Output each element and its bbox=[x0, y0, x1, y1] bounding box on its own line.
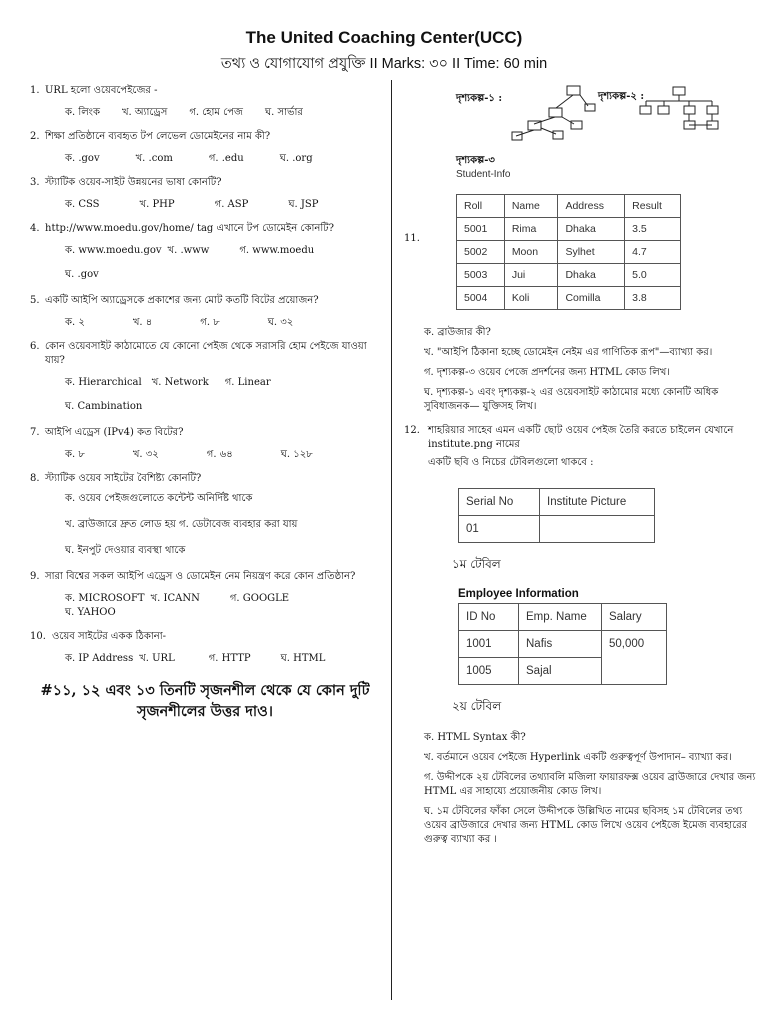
table-row bbox=[457, 287, 681, 310]
table-cell: 5004 bbox=[457, 287, 505, 310]
table-title: Employee Information bbox=[458, 588, 579, 600]
question-4 bbox=[30, 222, 380, 282]
page-subtitle: তথ্য ও যোগাযোগ প্রযুক্তি II Marks: ৩০ II Time: 60 min bbox=[220, 56, 548, 72]
option: ঘ. সার্ভার bbox=[264, 107, 303, 118]
table-cell: Sajal bbox=[519, 658, 602, 685]
options bbox=[65, 152, 380, 166]
question-text: ওয়েব সাইটের একক ঠিকানা- bbox=[52, 631, 166, 642]
scenario-2-label: দৃশ্যকল্প-২ : bbox=[598, 91, 645, 102]
option: গ. GOOGLE bbox=[229, 593, 290, 604]
option: ক. ওয়েব পেইজগুলোতে কন্টেন্ট অনির্দিষ্ট থাকে bbox=[65, 493, 253, 504]
question-11 bbox=[404, 154, 758, 414]
option: ঘ. JSP bbox=[288, 199, 319, 210]
option: খ. PHP bbox=[139, 199, 175, 210]
question-text: একটি ছবি ও নিচের টেবিলগুলো থাকবে : bbox=[428, 457, 594, 468]
table-header-row bbox=[459, 489, 655, 516]
table-cell: Rima bbox=[504, 218, 558, 241]
option: গ. HTTP bbox=[208, 653, 251, 664]
question-number: 12. bbox=[404, 425, 420, 436]
options bbox=[65, 316, 380, 330]
table-cell: 3.8 bbox=[625, 287, 681, 310]
table-label: ১ম টেবিল bbox=[452, 557, 501, 571]
option: খ. ৪ bbox=[132, 317, 153, 328]
option: গ. .edu bbox=[208, 153, 244, 164]
table-header-row bbox=[459, 604, 667, 631]
scenario-3-label: দৃশ্যকল্প-৩ bbox=[456, 155, 495, 166]
column-header: Salary bbox=[602, 604, 667, 631]
option: ক. .gov bbox=[65, 153, 100, 164]
question-text: আইপি এড্রেস (IPv4) কত বিটের? bbox=[45, 427, 184, 438]
sub-question: ক. HTML Syntax কী? bbox=[424, 732, 526, 743]
question-number: 8. bbox=[30, 473, 40, 484]
question-text: কোন ওয়েবসাইট কাঠামোতে যে কোনো পেইজ থেকে সরাসরি হোম পেইজে যাওয়া যায়? bbox=[45, 341, 367, 366]
table-cell: 50,000 bbox=[602, 631, 667, 685]
options bbox=[65, 106, 380, 120]
page-header bbox=[0, 28, 768, 77]
table-cell: Comilla bbox=[558, 287, 625, 310]
page-title: The United Coaching Center(UCC) bbox=[245, 28, 523, 47]
option: ক. www.moedu.gov bbox=[65, 245, 162, 256]
option: খ. URL bbox=[139, 653, 175, 664]
option: খ. .com bbox=[135, 153, 173, 164]
question-text: স্ট্যাটিক ওয়েব-সাইট উন্নয়নের ভাষা কোনটি? bbox=[45, 177, 222, 188]
question-text: http://www.moedu.gov/home/ tag এখানে টপ ডোমেইন কোনটি? bbox=[45, 223, 334, 234]
table-row bbox=[457, 264, 681, 287]
question-text: শিক্ষা প্রতিষ্ঠানে ব্যবহৃত টপ লেভেল ডোমেইনের নাম কী? bbox=[45, 131, 271, 142]
sub-question: গ. উদ্দীপকে ২য় টেবিলের তথ্যাবলি মজিলা ফায়ারফক্স ওয়েব ব্রাউজারে দেখার জন্য HTML এর সাহায্যে প্রয়োজনীয় কোড লিখ। bbox=[424, 772, 756, 797]
table-label: ২য় টেবিল bbox=[452, 699, 502, 713]
options bbox=[65, 198, 380, 212]
table-cell: Dhaka bbox=[558, 218, 625, 241]
column-header: Serial No bbox=[459, 489, 540, 516]
table-cell: 1001 bbox=[459, 631, 519, 658]
option: ঘ. .org bbox=[279, 153, 313, 164]
question-5 bbox=[30, 294, 380, 330]
table-cell: 5.0 bbox=[625, 264, 681, 287]
table-row bbox=[459, 516, 655, 543]
column-header: Name bbox=[504, 195, 558, 218]
option: গ. ৮ bbox=[200, 317, 220, 328]
column-header: Institute Picture bbox=[540, 489, 655, 516]
sub-question: গ. দৃশ্যকল্প-৩ ওয়েব পেজে প্রদর্শনের জন্য HTML কোড লিখ। bbox=[424, 367, 670, 378]
question-number: 1. bbox=[30, 85, 40, 96]
question-6 bbox=[30, 340, 380, 414]
column-header: Address bbox=[558, 195, 625, 218]
table-cell: Dhaka bbox=[558, 264, 625, 287]
mcq-section bbox=[30, 84, 380, 722]
table-row bbox=[459, 631, 667, 658]
sub-question: ঘ. দৃশ্যকল্প-১ এবং দৃশ্যকল্প-২ এর ওয়েবসাইট কাঠামোর মধ্যে কোনটি অধিক সুবিধাজনক— যুক্তিসহ লিখ। bbox=[424, 387, 719, 412]
question-number: 5. bbox=[30, 295, 40, 306]
option: ঘ. ইনপুট দেওয়ার ব্যবস্থা থাকে bbox=[65, 545, 186, 556]
question-12 bbox=[404, 424, 758, 847]
column-header: Result bbox=[625, 195, 681, 218]
structure-diagrams bbox=[408, 84, 758, 144]
option: ক. লিংক bbox=[65, 107, 100, 118]
column-header: ID No bbox=[459, 604, 519, 631]
sub-question: ঘ. ১ম টেবিলের ফাঁকা সেলে উদ্দীপকে উল্লিখিত নামের ছবিসহ ১ম টেবিলের তথ্য ওয়েব ব্রাউজারে দেখার জন্য HTML কোড লিখে ওয়েব পেইজে ইমেজ ব্যবহারের গুরুত্ব ব্যাখ্যা কর । bbox=[424, 806, 748, 845]
option: খ. Network bbox=[151, 377, 209, 388]
option: ঘ. .gov bbox=[65, 269, 99, 280]
scenario-1-label: দৃশ্যকল্প-১ : bbox=[456, 93, 503, 104]
sub-question: ক. ব্রাউজার কী? bbox=[424, 327, 491, 338]
hierarchical-diagram bbox=[408, 84, 758, 144]
option: ঘ. ১২৮ bbox=[280, 449, 313, 460]
question-number: 11. bbox=[404, 233, 420, 244]
table-cell: Jui bbox=[504, 264, 558, 287]
question-2 bbox=[30, 130, 380, 166]
option: খ. ব্রাউজারে দ্রুত লোড হয় গ. ডেটাবেজ ব্যবহার করা যায় bbox=[65, 519, 298, 530]
question-number: 9. bbox=[30, 571, 40, 582]
table-caption: Student-Info bbox=[456, 169, 511, 180]
option: ক. CSS bbox=[65, 199, 100, 210]
institute-picture-cell bbox=[540, 516, 655, 543]
question-9 bbox=[30, 570, 380, 620]
question-1 bbox=[30, 84, 380, 120]
table-cell: Sylhet bbox=[558, 241, 625, 264]
table-row bbox=[457, 218, 681, 241]
option: ঘ. YAHOO bbox=[65, 607, 116, 618]
option: গ. ৬৪ bbox=[206, 449, 233, 460]
question-text: একটি আইপি অ্যাড্রেসকে প্রকাশের জন্য মোট কতটি বিটের প্রয়োজন? bbox=[45, 295, 319, 306]
table-row bbox=[457, 241, 681, 264]
option: ঘ. HTML bbox=[280, 653, 326, 664]
question-number: 7. bbox=[30, 427, 40, 438]
table-cell: Moon bbox=[504, 241, 558, 264]
option: ঘ. Cambination bbox=[65, 401, 143, 412]
options bbox=[65, 244, 380, 258]
option: গ. Linear bbox=[224, 377, 271, 388]
question-12-parts bbox=[424, 731, 758, 847]
table-cell: Koli bbox=[504, 287, 558, 310]
question-text: URL হলো ওয়েবপেইজের - bbox=[45, 85, 158, 96]
question-11-parts bbox=[424, 326, 758, 414]
question-number: 10. bbox=[30, 631, 46, 642]
table-cell: 5002 bbox=[457, 241, 505, 264]
table-cell: 4.7 bbox=[625, 241, 681, 264]
question-number: 6. bbox=[30, 341, 40, 352]
table-header-row bbox=[457, 195, 681, 218]
table-cell: 3.5 bbox=[625, 218, 681, 241]
sub-question: খ. "আইপি ঠিকানা হচ্ছে ডোমেইন নেইম এর গাণিতিক রূপ"—ব্যাখ্যা কর। bbox=[424, 347, 713, 358]
student-info-table bbox=[456, 194, 681, 310]
options bbox=[65, 448, 380, 462]
table-cell: 5001 bbox=[457, 218, 505, 241]
option: ক. MICROSOFT bbox=[65, 593, 145, 604]
option: গ. www.moedu bbox=[239, 245, 315, 256]
question-text: শাহরিয়ার সাহেব এমন একটি ছোট ওয়েব পেইজ তৈরি করতে চাইলেন যেখানে institute.png নামের bbox=[428, 425, 734, 450]
question-3 bbox=[30, 176, 380, 212]
option: ক. ২ bbox=[65, 317, 85, 328]
table-cell: 1005 bbox=[459, 658, 519, 685]
question-number: 2. bbox=[30, 131, 40, 142]
options bbox=[65, 376, 380, 390]
column-header: Roll bbox=[457, 195, 505, 218]
option: খ. অ্যাড্রেস bbox=[121, 107, 168, 118]
option: ঘ. ৩২ bbox=[267, 317, 294, 328]
option: ক. Hierarchical bbox=[65, 377, 142, 388]
option: ক. IP Address bbox=[65, 653, 134, 664]
option: খ. .www bbox=[167, 245, 210, 256]
question-number: 4. bbox=[30, 223, 40, 234]
sub-question: খ. বর্তমানে ওয়েব পেইজে Hyperlink একটি গুরুত্বপূর্ণ উপাদান– ব্যাখ্যা কর। bbox=[424, 752, 732, 763]
question-number: 3. bbox=[30, 177, 40, 188]
question-10 bbox=[30, 630, 380, 666]
column-header: Emp. Name bbox=[519, 604, 602, 631]
table-cell: Nafis bbox=[519, 631, 602, 658]
table-cell: 5003 bbox=[457, 264, 505, 287]
question-7 bbox=[30, 426, 380, 462]
options bbox=[65, 652, 380, 666]
creative-section bbox=[404, 84, 758, 853]
institute-table bbox=[458, 488, 655, 543]
option: গ. ASP bbox=[214, 199, 249, 210]
question-text: স্ট্যাটিক ওয়েব সাইটের বৈশিষ্ট্য কোনটি? bbox=[45, 473, 202, 484]
instruction-note: #১১, ১২ এবং ১৩ তিনটি সৃজনশীল থেকে যে কোন দুটি সৃজনশীলের উত্তর দাও। bbox=[40, 682, 370, 720]
question-8 bbox=[30, 472, 380, 558]
option: খ. ICANN bbox=[150, 593, 200, 604]
option: খ. ৩২ bbox=[132, 449, 159, 460]
option: ক. ৮ bbox=[65, 449, 85, 460]
question-text: সারা বিশ্বের সকল আইপি এড্রেস ও ডোমেইন নেম নিয়ন্ত্রণ করে কোন প্রতিষ্ঠান? bbox=[45, 571, 356, 582]
options bbox=[65, 592, 380, 620]
option: গ. হোম পেজ bbox=[189, 107, 243, 118]
employee-table bbox=[458, 603, 667, 685]
table-cell: 01 bbox=[459, 516, 540, 543]
column-divider bbox=[391, 80, 392, 1000]
